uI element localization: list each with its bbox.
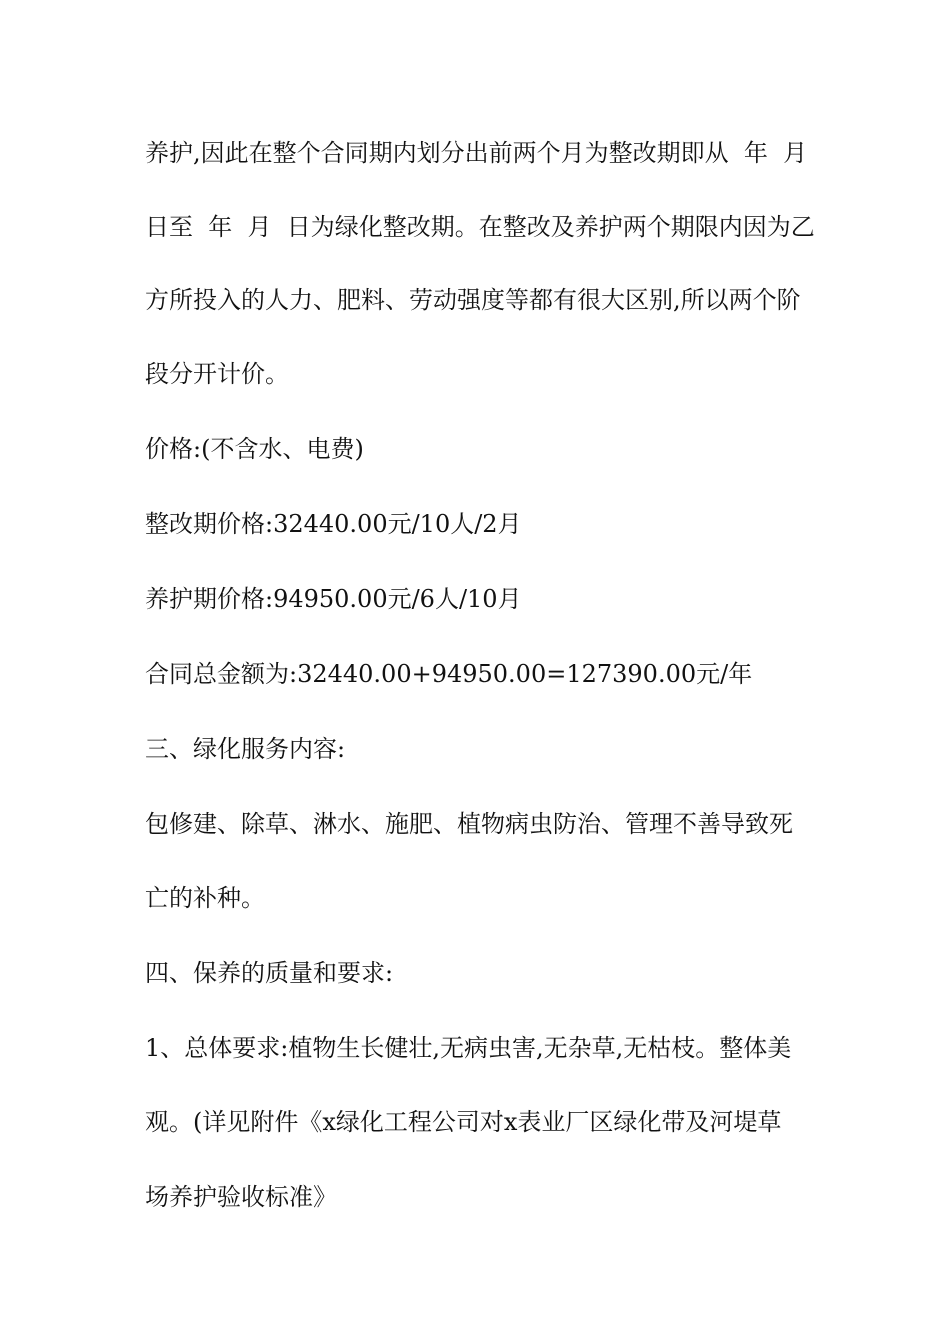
text-line: 观。(详见附件《x绿化工程公司对x表业厂区绿化带及河堤草 — [145, 1108, 782, 1136]
text-line: 整改期价格:32440.00元/10人/2月 — [145, 510, 522, 538]
text-line: 亡的补种。 — [145, 884, 265, 912]
text-line: 价格:(不含水、电费) — [145, 435, 364, 463]
text-line: 1、总体要求:植物生长健壮,无病虫害,无杂草,无枯枝。整体美 — [145, 1034, 792, 1062]
text-line: 场养护验收标准》 — [145, 1183, 337, 1211]
text-line: 段分开计价。 — [145, 360, 289, 388]
text-line: 日至 年 月 日为绿化整改期。在整改及养护两个期限内因为乙 — [145, 213, 815, 241]
section-heading: 四、保养的质量和要求: — [145, 959, 394, 987]
text-line: 合同总金额为:32440.00+94950.00=127390.00元/年 — [145, 660, 753, 688]
text-line: 养护,因此在整个合同期内划分出前两个月为整改期即从 年 月 — [145, 139, 808, 167]
section-heading: 三、绿化服务内容: — [145, 735, 346, 763]
text-line: 包修建、除草、淋水、施肥、植物病虫防治、管理不善导致死 — [145, 810, 793, 838]
text-line: 方所投入的人力、肥料、劳动强度等都有很大区别,所以两个阶 — [145, 286, 801, 314]
text-line: 养护期价格:94950.00元/6人/10月 — [145, 585, 522, 613]
